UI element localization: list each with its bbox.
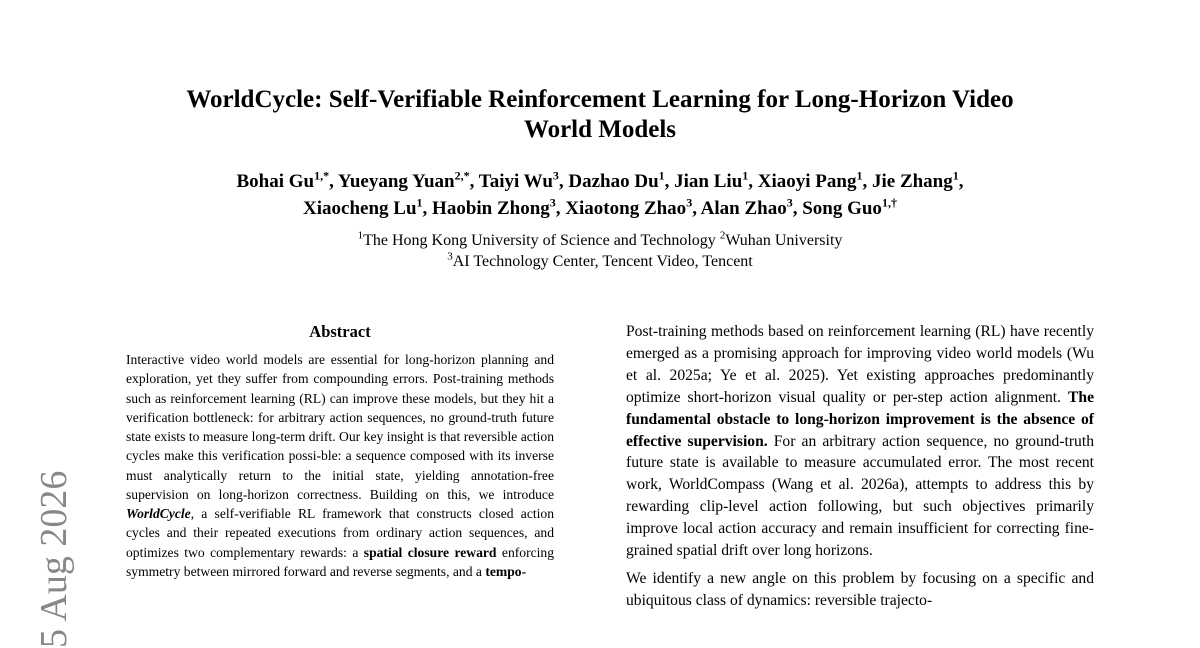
author: Dazhao Du$^1$,	[568, 168, 675, 192]
key-claim: The fundamental obstacle to long-horizon improvement is the absence of effective supervision.	[626, 388, 1094, 450]
affiliations	[100, 230, 1100, 272]
intro-paragraph-1: Post-training methods based on reinforcement learning (RL) have recently emerged as a promising approach for improving video world models (Wu et al. 2025a; Ye et al. 2025). Yet existing approaches predominantly optimize short-horizon visual quality or per-step action alignment. The fundamental obstacle to long-horizon improvement is the absence of effective supervision. For an arbitrary action sequence, no ground-truth future state is available to measure accumulated error. The most recent work, WorldCompass (Wang et al. 2026a), attempts to address this by rewarding clip-level action following, but such objectives primarily improve local action accuracy and remain insufficient for correcting fine-grained spatial drift over long horizons.	[626, 323, 1094, 560]
author: Xiaoyi Pang$^1$,	[757, 168, 872, 192]
author: Xiaocheng Lu$^1$,	[303, 195, 433, 219]
title-line-2: World Models	[523, 116, 677, 143]
author: Jian Liu$^1$,	[674, 168, 758, 192]
paper-title	[100, 85, 1100, 145]
abstract-heading: Abstract	[309, 322, 371, 341]
arxiv-side-stamp: 5 Aug 2026	[33, 470, 75, 648]
intro-paragraph-2: We identify a new angle on this problem by focusing on a specific and ubiquitous class of dynamics: reversible trajecto-	[626, 569, 1094, 609]
abstract-column	[126, 322, 554, 581]
affiliation-2: $^2$Wuhan University	[719, 229, 843, 249]
author: Yueyang Yuan$^{2,*}$,	[337, 168, 479, 192]
author: Alan Zhao$^3$,	[700, 195, 803, 219]
author: Xiaotong Zhao$^3$,	[565, 195, 701, 219]
abstract-text: Interactive video world models are essential for long-horizon planning and exploration, yet they suffer from compounding errors. Post-training methods such as reinforcement learning (RL) can improve these models, but they hit a verification bottleneck: for arbitrary action sequences, no ground-truth future state exists to measure long-term drift. Our key insight is that reversible action cycles make this verification possi-ble: a sequence composed with its inverse must analytically return to the initial state, yielding annotation-free supervision on long-horizon correctness. Building on this, we introduce WorldCycle, a self-verifiable RL framework that constructs closed action cycles and their repeated executions from ordinary action sequences, and optimizes two complementary rewards: a spatial closure reward enforcing symmetry between mirrored forward and reverse segments, and a tempo-	[126, 352, 554, 579]
author: Jie Zhang$^1$,	[871, 168, 964, 192]
method-name: WorldCycle	[126, 506, 191, 521]
author: Haobin Zhong$^3$,	[432, 195, 566, 219]
author-list	[100, 168, 1100, 222]
author: Bohai $Gu^{1,*}$,	[236, 168, 338, 192]
affiliation-1: $^1$The Hong Kong University of Science and Technology	[357, 229, 720, 249]
affiliation-3: $^3$AI Technology Center, Tencent Video, Tencent	[447, 250, 753, 270]
title-line-1: WorldCycle: Self-Verifiable Reinforcement Learning for Long-Horizon Video	[186, 86, 1014, 113]
introduction-column	[626, 321, 1094, 618]
author: Song Guo$^{1,\dagger}$	[802, 195, 897, 219]
author: Taiyi Wu$^3$,	[478, 168, 569, 192]
